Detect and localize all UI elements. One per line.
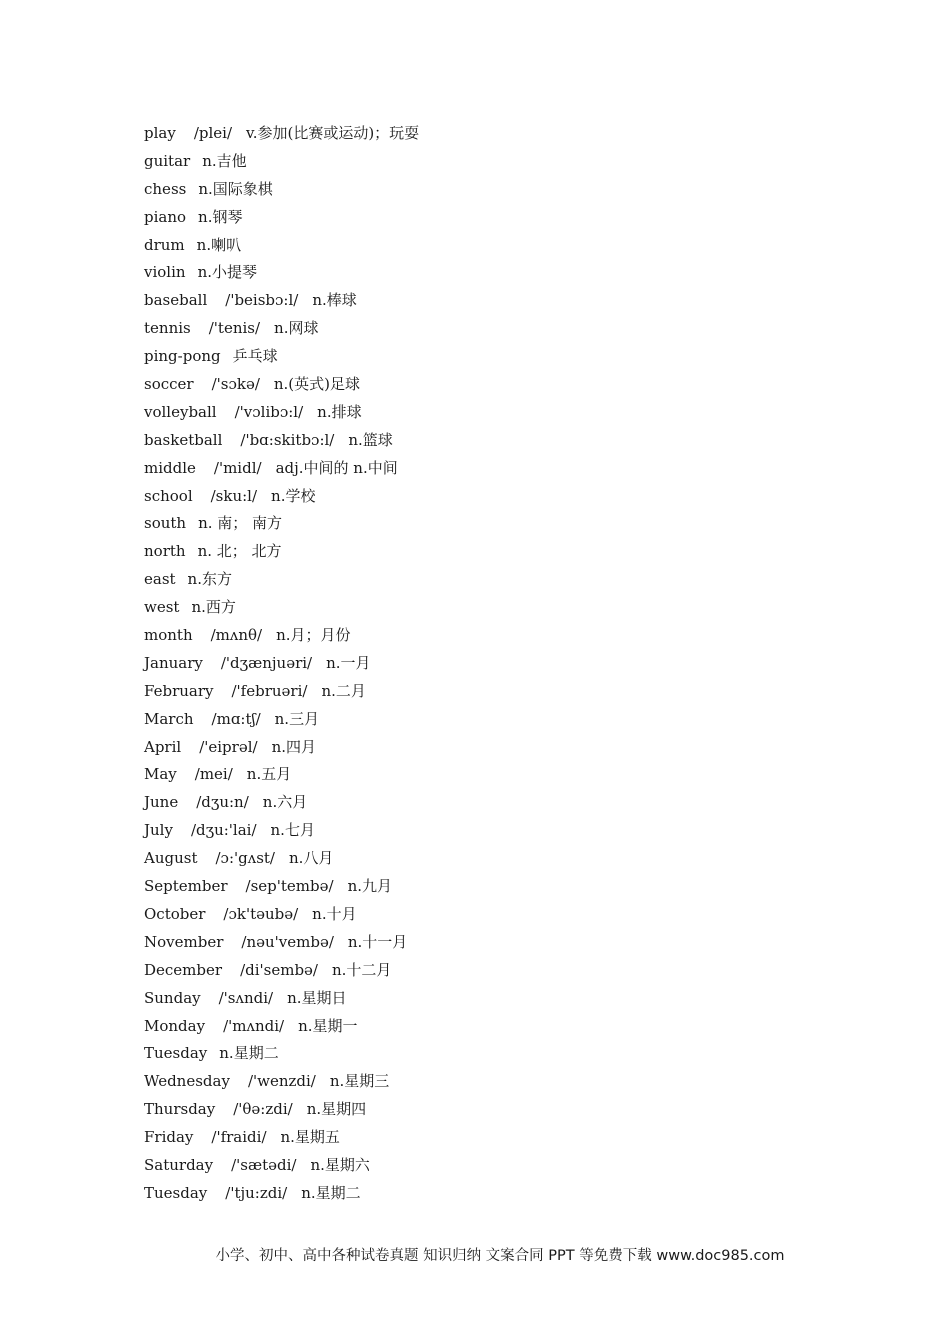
entry-meaning: n.星期六 [310, 1155, 370, 1174]
entry-phonetic: /'sætədi/ [231, 1155, 297, 1174]
entry-meaning: n.十一月 [347, 932, 408, 951]
entry-word: December [144, 960, 223, 979]
entry-phonetic: /'θə:zdi/ [233, 1100, 293, 1119]
vocabulary-entry [144, 1013, 844, 1041]
entry-phonetic: /'tju:zdi/ [225, 1183, 288, 1202]
entry-meaning: n.六月 [262, 793, 308, 812]
vocabulary-entry [144, 483, 844, 511]
vocabulary-entry [144, 204, 844, 232]
entry-word: drum [144, 235, 185, 254]
entry-phonetic: /dʒu:n/ [196, 793, 249, 812]
entry-meaning: n.三月 [274, 709, 320, 728]
vocabulary-entry [144, 789, 844, 817]
entry-word: Tuesday [144, 1044, 208, 1063]
vocabulary-entry [144, 371, 844, 399]
vocabulary-entry [144, 1096, 844, 1124]
entry-word: Tuesday [144, 1183, 208, 1202]
entry-word: violin [144, 263, 186, 282]
entry-phonetic: /mei/ [194, 765, 233, 784]
entry-word: Friday [144, 1128, 194, 1147]
entry-word: soccer [144, 375, 194, 394]
entry-meaning: n.小提琴 [197, 263, 257, 282]
entry-word: Sunday [144, 988, 201, 1007]
entry-meaning: n.一月 [326, 653, 371, 672]
entry-phonetic: /'mʌndi/ [223, 1016, 285, 1035]
entry-word: school [144, 486, 193, 505]
entry-meaning: n.星期一 [298, 1016, 358, 1035]
entry-word: chess [144, 179, 187, 198]
entry-word: November [144, 932, 224, 951]
entry-meaning: n.八月 [288, 849, 334, 868]
entry-word: west [144, 598, 180, 617]
entry-phonetic: /'wenzdi/ [247, 1072, 316, 1091]
entry-phonetic: /ɔ:'gʌst/ [215, 849, 275, 868]
entry-phonetic: /'eiprəl/ [199, 737, 258, 756]
vocabulary-entry [144, 427, 844, 455]
entry-word: Thursday [144, 1100, 216, 1119]
entry-meaning: n.(英式)足球 [273, 375, 361, 394]
entry-phonetic: /dʒu:'lai/ [190, 821, 257, 840]
entry-phonetic: /'sʌndi/ [218, 988, 274, 1007]
vocabulary-entry [144, 594, 844, 622]
entry-meaning: n.钢琴 [198, 207, 243, 226]
vocabulary-entry [144, 1180, 844, 1208]
entry-word: March [144, 709, 194, 728]
entry-word: basketball [144, 430, 223, 449]
entry-meaning: n.国际象棋 [198, 179, 273, 198]
vocabulary-entry [144, 1152, 844, 1180]
vocabulary-entry [144, 957, 844, 985]
vocabulary-entry [144, 1068, 844, 1096]
entry-word: Wednesday [144, 1072, 230, 1091]
vocabulary-entry [144, 845, 844, 873]
page-footer: 小学、初中、高中各种试卷真题 知识归纳 文案合同 PPT 等免费下载 www.doc985.com [215, 1248, 785, 1264]
entry-meaning: n.排球 [317, 402, 362, 421]
entry-word: July [144, 821, 173, 840]
entry-phonetic: /'midl/ [213, 458, 262, 477]
vocabulary-entry [144, 901, 844, 929]
entry-phonetic: /mɑ:tʃ/ [211, 709, 261, 728]
vocabulary-entry [144, 510, 844, 538]
vocabulary-entry [144, 120, 844, 148]
entry-meaning: n.棒球 [312, 291, 357, 310]
entry-meaning: n.五月 [246, 765, 292, 784]
entry-meaning: v.参加(比赛或运动)；玩耍 [246, 124, 420, 142]
entry-meaning: n.七月 [270, 821, 315, 840]
entry-word: north [144, 542, 186, 561]
vocabulary-entry [144, 678, 844, 706]
entry-meaning: n.星期五 [280, 1128, 340, 1147]
entry-meaning: n.星期二 [219, 1044, 279, 1063]
entry-word: May [144, 765, 177, 784]
entry-word: baseball [144, 291, 208, 310]
entry-word: ping-pong [144, 347, 221, 366]
vocabulary-entry [144, 706, 844, 734]
entry-word: piano [144, 207, 187, 226]
entry-word: January [144, 653, 203, 672]
vocabulary-list [144, 120, 844, 1208]
entry-meaning: n. 北； 北方 [197, 542, 282, 561]
entry-meaning: n.学校 [271, 486, 316, 505]
entry-word: August [144, 849, 198, 868]
entry-meaning: n.星期三 [329, 1072, 390, 1091]
entry-word: month [144, 626, 193, 645]
vocabulary-entry [144, 734, 844, 762]
entry-word: Saturday [144, 1155, 214, 1174]
entry-word: play [144, 124, 176, 142]
vocabulary-entry [144, 538, 844, 566]
entry-meaning: n.星期日 [287, 988, 347, 1007]
vocabulary-entry [144, 287, 844, 315]
entry-meaning: n.网球 [274, 319, 319, 338]
entry-phonetic: /plei/ [193, 124, 233, 142]
vocabulary-entry [144, 650, 844, 678]
vocabulary-entry [144, 232, 844, 260]
vocabulary-entry [144, 343, 844, 371]
entry-phonetic: /'sɔkə/ [211, 375, 260, 394]
vocabulary-entry [144, 176, 844, 204]
entry-word: guitar [144, 151, 191, 170]
entry-phonetic: /mʌnθ/ [210, 626, 263, 645]
entry-phonetic: /'tenis/ [208, 319, 261, 338]
entry-phonetic: /sku:l/ [210, 486, 258, 505]
entry-meaning: n.星期四 [306, 1100, 367, 1119]
vocabulary-entry [144, 817, 844, 845]
vocabulary-entry [144, 761, 844, 789]
entry-meaning: adj.中间的 n.中间 [275, 458, 398, 477]
entry-word: October [144, 904, 206, 923]
entry-meaning: n.篮球 [348, 430, 393, 449]
vocabulary-entry [144, 455, 844, 483]
entry-meaning: n.星期二 [301, 1183, 361, 1202]
entry-word: Monday [144, 1016, 206, 1035]
vocabulary-entry [144, 622, 844, 650]
entry-word: volleyball [144, 402, 217, 421]
entry-word: February [144, 681, 214, 700]
vocabulary-entry [144, 399, 844, 427]
entry-phonetic: /'februəri/ [231, 681, 308, 700]
entry-meaning: n.十二月 [331, 960, 392, 979]
entry-phonetic: /'vɔlibɔ:l/ [234, 402, 304, 421]
entry-word: June [144, 793, 179, 812]
entry-meaning: n.吉他 [202, 151, 247, 170]
entry-word: April [144, 737, 182, 756]
entry-word: tennis [144, 319, 191, 338]
entry-phonetic: /'bɑ:skitbɔ:l/ [240, 430, 335, 449]
vocabulary-entry [144, 259, 844, 287]
entry-meaning: n.东方 [187, 570, 232, 589]
entry-meaning: 乒乓球 [232, 347, 278, 366]
vocabulary-entry [144, 315, 844, 343]
vocabulary-entry [144, 985, 844, 1013]
entry-phonetic: /sep'tembə/ [245, 877, 334, 896]
entry-meaning: n.月；月份 [276, 626, 351, 645]
entry-phonetic: /'dʒænjuəri/ [220, 653, 313, 672]
entry-phonetic: /ɔk'təubə/ [223, 904, 299, 923]
entry-word: east [144, 570, 176, 589]
vocabulary-entry [144, 148, 844, 176]
vocabulary-entry [144, 1124, 844, 1152]
vocabulary-entry [144, 873, 844, 901]
entry-word: September [144, 877, 228, 896]
entry-word: south [144, 514, 187, 533]
entry-meaning: n.十月 [312, 904, 357, 923]
entry-meaning: n.九月 [347, 877, 392, 896]
vocabulary-entry [144, 1040, 844, 1068]
entry-meaning: n.喇叭 [196, 235, 242, 254]
entry-meaning: n.四月 [271, 737, 316, 756]
entry-meaning: n.二月 [321, 681, 366, 700]
entry-meaning: n.西方 [191, 598, 236, 617]
vocabulary-entry [144, 929, 844, 957]
entry-phonetic: /nəu'vembə/ [241, 932, 334, 951]
entry-phonetic: /'beisbɔ:l/ [225, 291, 299, 310]
entry-phonetic: /'fraidi/ [211, 1128, 267, 1147]
vocabulary-entry [144, 566, 844, 594]
entry-phonetic: /di'sembə/ [240, 960, 318, 979]
entry-word: middle [144, 458, 196, 477]
entry-meaning: n. 南； 南方 [198, 514, 283, 533]
